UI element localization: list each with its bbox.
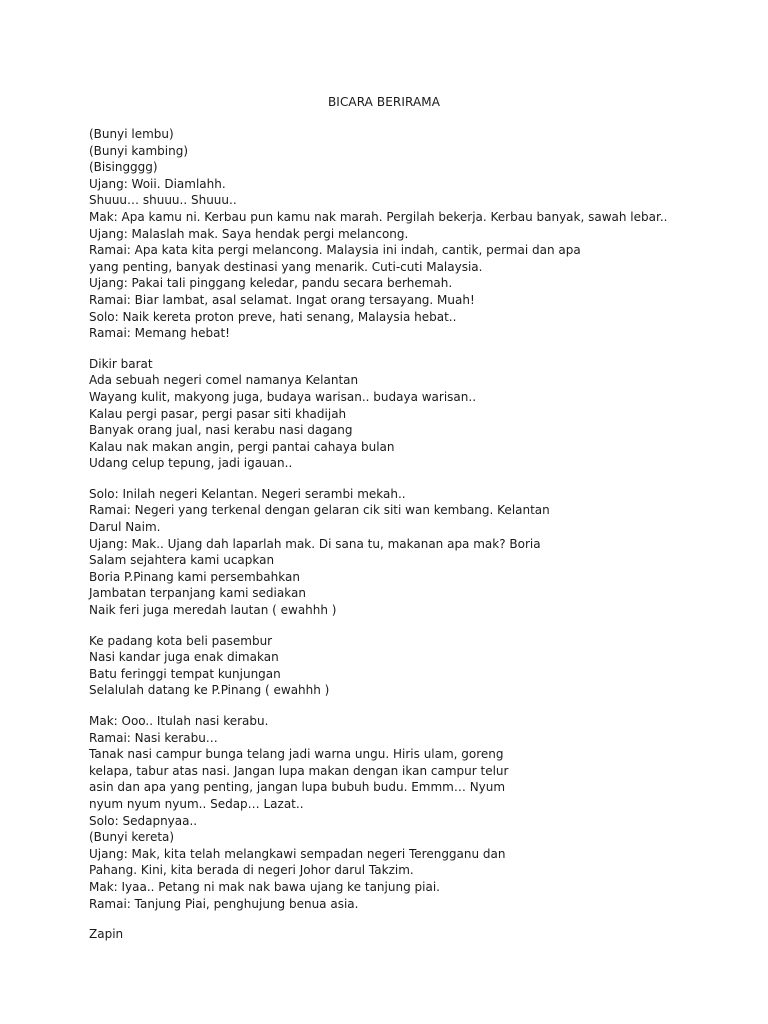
text-line: (Bunyi lembu): [89, 127, 174, 141]
text-line: Ujang: Mak.. Ujang dah laparlah mak. Di sana tu, makanan apa mak? Boria: [89, 536, 541, 551]
text-line: Ramai: Negeri yang terkenal dengan gelaran cik siti wan kembang. Kelantan: [89, 503, 550, 518]
text-line: nyum nyum nyum.. Sedap… Lazat..: [89, 796, 304, 811]
text-line: Pahang. Kini, kita berada di negeri Johor darul Takzim.: [89, 863, 414, 878]
text-line: Nasi kandar juga enak dimakan: [89, 650, 279, 665]
text-line: Kalau nak makan angin, pergi pantai cahaya bulan: [89, 439, 395, 454]
paragraph: [89, 356, 729, 472]
text-line: Tanak nasi campur bunga telang jadi warna ungu. Hiris ulam, goreng: [89, 747, 504, 762]
text-line: Darul Naim.: [89, 520, 161, 535]
paragraph: [89, 486, 729, 619]
text-line: Jambatan terpanjang kami sediakan: [89, 586, 306, 601]
text-line: Ujang: Pakai tali pinggang keledar, pandu secara berhemah.: [89, 276, 453, 291]
text-line: Wayang kulit, makyong juga, budaya warisan.. budaya warisan..: [89, 389, 477, 404]
text-line: Boria P.Pinang kami persembahkan: [89, 569, 300, 584]
text-line: Ramai: Apa kata kita pergi melancong. Malaysia ini indah, cantik, permai dan apa: [89, 243, 581, 258]
text-line: (Bunyi kereta): [89, 830, 175, 845]
paragraph: [89, 126, 729, 342]
text-line: (Bunyi kambing): [89, 143, 189, 158]
text-line: yang penting, banyak destinasi yang menarik. Cuti-cuti Malaysia.: [89, 259, 483, 274]
text-line: Ramai: Tanjung Piai, penghujung benua asia.: [89, 896, 359, 911]
text-line: Ramai: Memang hebat!: [89, 326, 230, 341]
text-line: Ramai: Nasi kerabu…: [89, 730, 218, 745]
text-line: asin dan apa yang penting, jangan lupa bubuh budu. Emmm… Nyum: [89, 780, 506, 795]
paragraph: [89, 926, 729, 943]
paragraph: [89, 633, 729, 699]
text-line: Kalau pergi pasar, pergi pasar siti khadijah: [89, 406, 347, 421]
text-line: Ke padang kota beli pasembur: [89, 633, 273, 648]
text-line: Ramai: Biar lambat, asal selamat. Ingat orang tersayang. Muah!: [89, 292, 475, 307]
text-line: Mak: Ooo.. Itulah nasi kerabu.: [89, 714, 269, 728]
text-line: Banyak orang jual, nasi kerabu nasi dagang: [89, 423, 353, 438]
text-line: Dikir barat: [89, 356, 153, 371]
document-title: BICARA BERIRAMA: [327, 95, 441, 109]
text-line: Ujang: Malaslah mak. Saya hendak pergi melancong.: [89, 226, 409, 241]
text-line: Mak: Iyaa.. Petang ni mak nak bawa ujang ke tanjung piai.: [89, 879, 440, 894]
text-line: (Bisingggg): [89, 160, 158, 175]
text-line: Ada sebuah negeri comel namanya Kelantan: [89, 373, 359, 388]
text-line: Naik feri juga meredah lautan ( ewahhh ): [89, 603, 337, 618]
text-line: Mak: Apa kamu ni. Kerbau pun kamu nak marah. Pergilah bekerja. Kerbau banyak, sawah lebar..: [89, 209, 668, 224]
paragraph: [89, 713, 729, 912]
text-line: Solo: Sedapnyaa..: [89, 813, 198, 828]
text-line: Zapin: [89, 927, 124, 942]
text-line: Salam sejahtera kami ucapkan: [89, 553, 275, 568]
text-line: Solo: Naik kereta proton preve, hati senang, Malaysia hebat..: [89, 309, 457, 324]
text-line: Batu feringgi tempat kunjungan: [89, 666, 281, 681]
document-body: [89, 126, 729, 957]
text-line: kelapa, tabur atas nasi. Jangan lupa makan dengan ikan campur telur: [89, 763, 509, 778]
text-line: Ujang: Mak, kita telah melangkawi sempadan negeri Terengganu dan: [89, 846, 506, 861]
text-line: Shuuu… shuuu.. Shuuu..: [89, 193, 237, 208]
text-line: Udang celup tepung, jadi igauan..: [89, 456, 293, 471]
text-line: Selalulah datang ke P.Pinang ( ewahhh ): [89, 683, 330, 698]
text-line: Solo: Inilah negeri Kelantan. Negeri serambi mekah..: [89, 486, 406, 501]
text-line: Ujang: Woii. Diamlahh.: [89, 176, 226, 191]
